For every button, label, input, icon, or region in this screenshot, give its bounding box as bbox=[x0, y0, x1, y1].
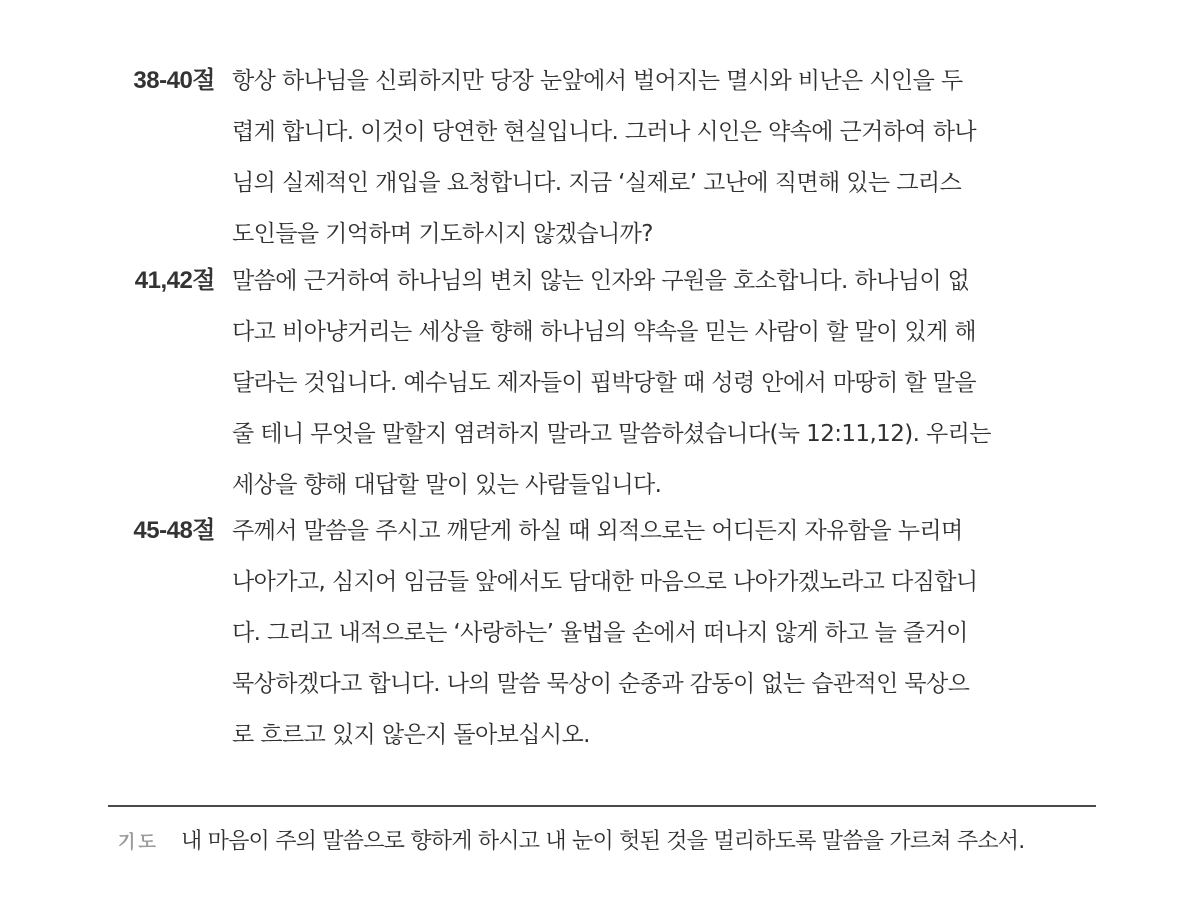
commentary-line: 로 흐르고 있지 않은지 돌아보십시오. bbox=[232, 722, 590, 748]
commentary-line: 묵상하겠다고 합니다. 나의 말씀 묵상이 순종과 감동이 없는 습관적인 묵상으 bbox=[232, 671, 970, 697]
commentary-line: 나아가고, 심지어 임금들 앞에서도 담대한 마음으로 나아가겠노라고 다짐합니 bbox=[232, 569, 978, 595]
commentary-line: 말씀에 근거하여 하나님의 변치 않는 인자와 구원을 호소합니다. 하나님이 없 bbox=[232, 268, 970, 294]
commentary-line: 다. 그리고 내적으로는 ‘사랑하는’ 율법을 손에서 떠나지 않게 하고 늘 즐거이 bbox=[232, 620, 968, 646]
prayer-label: 기도 bbox=[118, 832, 159, 853]
commentary-line: 다고 비아냥거리는 세상을 향해 하나님의 약속을 믿는 사람이 할 말이 있게 해 bbox=[232, 319, 976, 345]
commentary-line: 주께서 말씀을 주시고 깨닫게 하실 때 외적으로는 어디든지 자유함을 누리며 bbox=[232, 518, 963, 544]
commentary-line: 항상 하나님을 신뢰하지만 당장 눈앞에서 벌어지는 멸시와 비난은 시인을 두 bbox=[232, 68, 963, 94]
section-divider bbox=[108, 805, 1096, 807]
prayer-text: 내 마음이 주의 말씀으로 향하게 하시고 내 눈이 헛된 것을 멀리하도록 말씀을 가르쳐 주소서. bbox=[181, 829, 1025, 854]
verse-reference: 41,42절 bbox=[134, 267, 215, 294]
commentary-line: 도인들을 기억하며 기도하시지 않겠습니까? bbox=[232, 221, 653, 247]
commentary-line: 세상을 향해 대답할 말이 있는 사람들입니다. bbox=[232, 472, 662, 498]
verse-reference: 38-40절 bbox=[133, 67, 215, 94]
verse-reference: 45-48절 bbox=[133, 517, 215, 544]
commentary-line: 달라는 것입니다. 예수님도 제자들이 핍박당할 때 성령 안에서 마땅히 할 말을 bbox=[232, 370, 976, 396]
commentary-line: 님의 실제적인 개입을 요청합니다. 지금 ‘실제로’ 고난에 직면해 있는 그리스 bbox=[232, 170, 962, 196]
commentary-line: 줄 테니 무엇을 말할지 염려하지 말라고 말씀하셨습니다(눅 12:11,12). 우리는 bbox=[232, 421, 991, 447]
commentary-line: 렵게 합니다. 이것이 당연한 현실입니다. 그러나 시인은 약속에 근거하여 하나 bbox=[232, 119, 976, 145]
